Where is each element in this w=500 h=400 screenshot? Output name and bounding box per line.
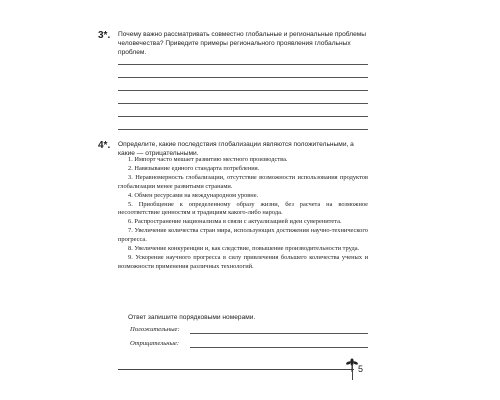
task-3 [98, 30, 368, 57]
negative-answer-line[interactable] [190, 347, 368, 348]
positive-answer-field[interactable] [130, 326, 368, 336]
task-4-number: 4*. [98, 140, 111, 151]
answer-line[interactable] [118, 116, 368, 117]
negative-label: Отрицательные: [130, 340, 180, 347]
answer-line[interactable] [118, 129, 368, 130]
task-3-number: 3*. [98, 30, 111, 41]
footer-rule [118, 369, 354, 370]
answer-line[interactable] [118, 90, 368, 91]
list-item: 7. Увеличение количества стран мира, использующих достижения научно-технического прогресса. [118, 227, 368, 244]
positive-answer-line[interactable] [190, 333, 368, 334]
list-item: 9. Ускорение научного прогресса в силу привлечения большего количества ученых и возможности применения различных технологий. [118, 253, 368, 270]
negative-answer-field[interactable] [130, 340, 368, 350]
list-item: 5. Приобщение к определенному образу жизни, без расчета на возможное несоответствие ценностям и традициям какого-либо народа. [118, 200, 368, 217]
task-3-question: Почему важно рассматривать совместно глобальные и региональные проблемы человечества? Приведите примеры регионального проявления глобальных проблем. [118, 31, 367, 56]
list-item: 1. Импорт часто мешает развитию местного производства. [128, 156, 288, 163]
footer-divider [352, 364, 353, 380]
list-item: 8. Увеличение конкуренции и, как следствие, повышение производительности труда. [128, 245, 360, 253]
task-4-question: Определите, какие последствия глобализации являются положительными, а какие — отрицательными. [118, 141, 354, 157]
answer-line[interactable] [118, 103, 368, 104]
answer-line[interactable] [118, 64, 368, 65]
list-item: 3. Неравномерность глобализации, отсутствие возможности использования продуктов глобализации менее развитыми странами. [118, 173, 368, 190]
answer-instruction: Ответ запишите порядковыми номерами. [128, 314, 256, 321]
positive-label: Положительные: [130, 326, 180, 333]
list-item: 4. Обмен ресурсами на международном уровне. [128, 191, 259, 199]
page-number: 5 [358, 364, 364, 374]
task-4-items-list [118, 156, 368, 272]
answer-line[interactable] [118, 77, 368, 78]
list-item: 2. Навязывание единого стандарта потребления. [128, 164, 260, 172]
list-item: 6. Распространение национализма в связи с актуализацией идеи суверенитета. [128, 218, 342, 226]
